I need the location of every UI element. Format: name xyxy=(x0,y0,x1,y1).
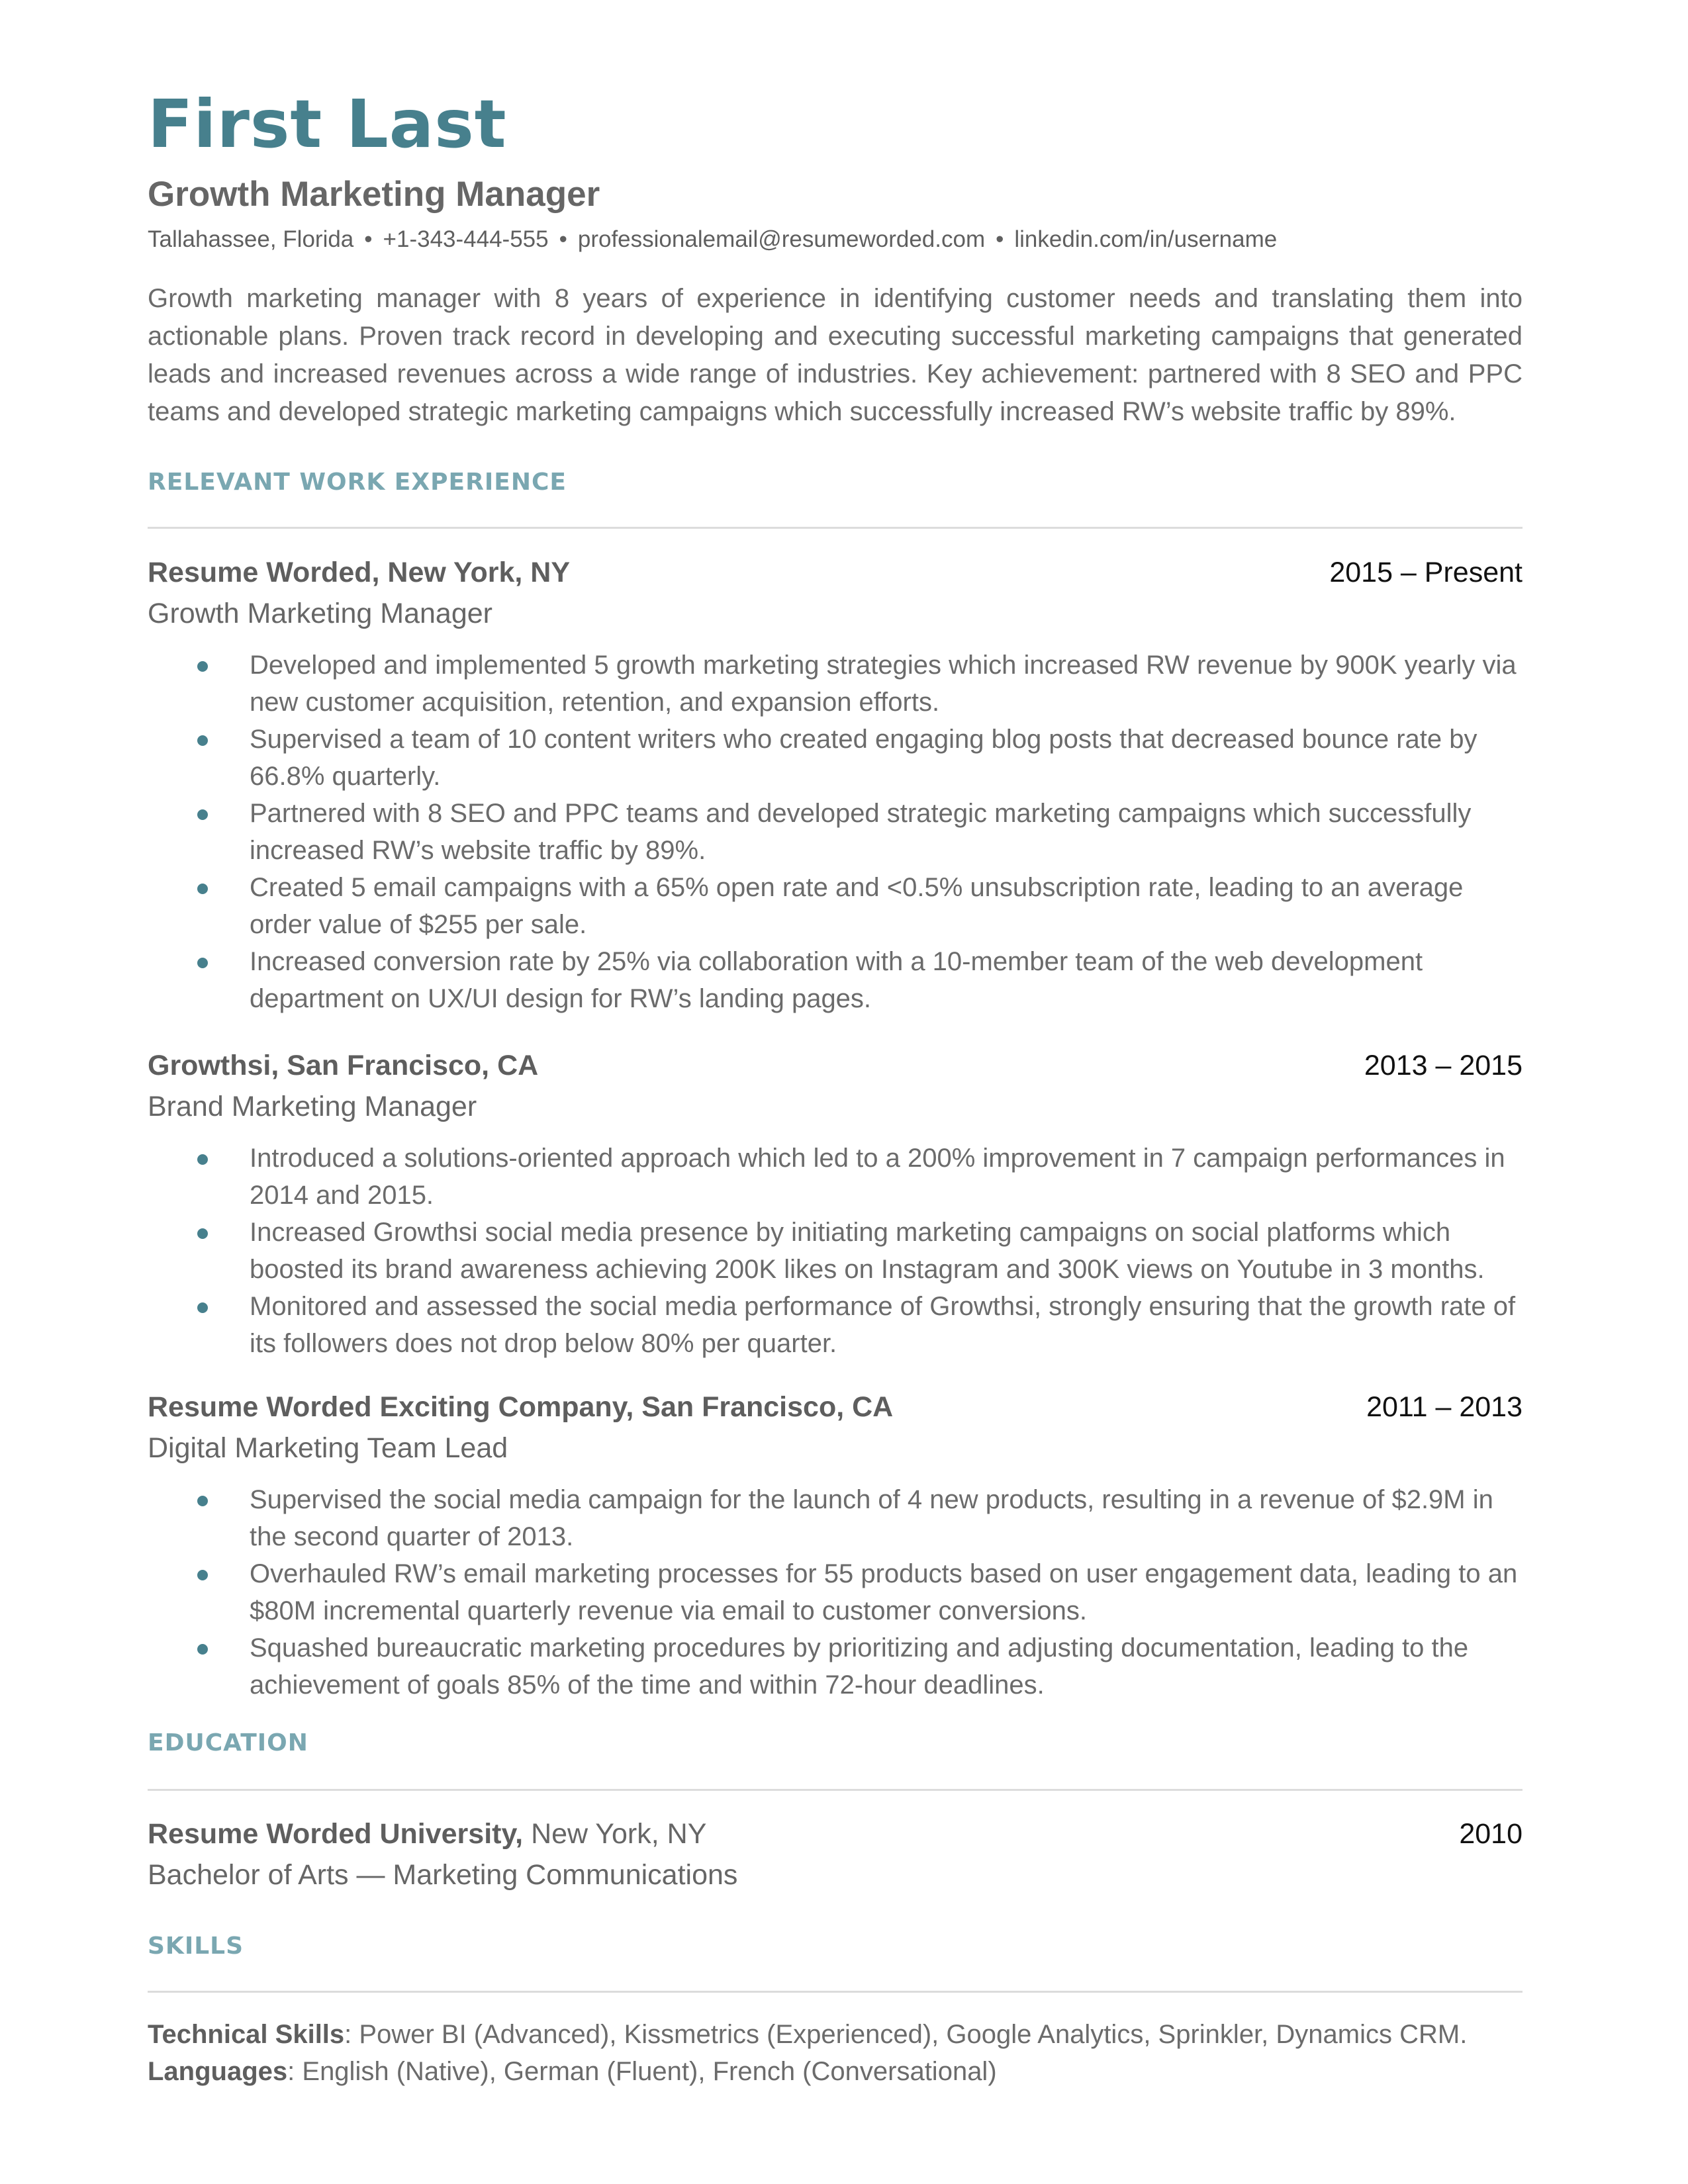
bullet-item xyxy=(148,943,1523,1017)
job-role: Digital Marketing Team Lead xyxy=(148,1432,508,1464)
contact-email[interactable]: professionalemail@resumeworded.com xyxy=(577,226,986,252)
contact-phone[interactable]: +1-343-444-555 xyxy=(383,226,549,252)
job-bullets xyxy=(148,647,1523,1017)
bullet-item xyxy=(148,1214,1523,1288)
bullet-text: Partnered with 8 SEO and PPC teams and developed strategic marketing campaigns which successfully increased RW’s website traffic by 89%. xyxy=(250,799,1472,865)
bullet-text: Increased conversion rate by 25% via collaboration with a 10-member team of the web development department on UX/UI design for RW’s landing pages. xyxy=(250,947,1423,1013)
bullet-item xyxy=(148,795,1523,869)
job-bullets xyxy=(148,1140,1523,1362)
degree: Bachelor of Arts — Marketing Communications xyxy=(148,1859,738,1891)
bullet-item xyxy=(148,1555,1523,1629)
section-heading-experience: RELEVANT WORK EXPERIENCE xyxy=(148,469,567,496)
bullet-icon xyxy=(197,884,208,894)
bullet-item xyxy=(148,1481,1523,1555)
contact-line xyxy=(148,225,1277,254)
bullet-icon xyxy=(197,661,208,672)
school-name: Resume Worded University, xyxy=(148,1818,524,1850)
job-company: Resume Worded, New York, NY xyxy=(148,557,571,588)
job-dates: 2011 – 2013 xyxy=(1366,1391,1523,1423)
job-header xyxy=(148,1048,1523,1083)
bullet-icon xyxy=(197,1570,208,1580)
technical-skills xyxy=(148,2016,1467,2053)
separator-dot: • xyxy=(559,226,567,252)
bullet-item xyxy=(148,1288,1523,1362)
education-header xyxy=(148,1816,1523,1852)
contact-location: Tallahassee, Florida xyxy=(148,226,354,252)
job-dates: 2013 – 2015 xyxy=(1364,1050,1523,1081)
job-header xyxy=(148,1389,1523,1425)
bullet-icon xyxy=(197,1496,208,1506)
bullet-text: Introduced a solutions-oriented approach which led to a 200% improvement in 7 campaign performances in 2014 and 2015. xyxy=(250,1144,1505,1210)
bullet-text: Developed and implemented 5 growth marketing strategies which increased RW revenue by 900K yearly via new customer acquisition, retention, and expansion efforts. xyxy=(250,651,1517,717)
bullet-item xyxy=(148,869,1523,943)
bullet-item xyxy=(148,721,1523,795)
section-divider xyxy=(148,527,1523,529)
job-company: Resume Worded Exciting Company, San Francisco, CA xyxy=(148,1391,894,1423)
job-role: Brand Marketing Manager xyxy=(148,1091,477,1122)
bullet-item xyxy=(148,1140,1523,1214)
bullet-item xyxy=(148,1629,1523,1704)
bullet-text: Created 5 email campaigns with a 65% open rate and <0.5% unsubscription rate, leading to an average order value of $255 per sale. xyxy=(250,873,1464,939)
bullet-text: Supervised a team of 10 content writers who created engaging blog posts that decreased bounce rate by 66.8% quarterly. xyxy=(250,725,1477,791)
section-heading-education: EDUCATION xyxy=(148,1729,308,1756)
bullet-icon xyxy=(197,958,208,968)
summary-paragraph: Growth marketing manager with 8 years of experience in identifying customer needs and translating them into actionable plans. Proven track record in developing and executing successful marketing campaigns that generated leads and increased revenues across a wide range of industries. Key achievement: partnered with 8 SEO and PPC teams and developed strategic marketing campaigns which successfully increased RW’s website traffic by 89%. xyxy=(148,284,1523,426)
bullet-item xyxy=(148,647,1523,721)
candidate-name: First Last xyxy=(148,85,507,163)
bullet-text: Increased Growthsi social media presence by initiating marketing campaigns on social platforms which boosted its brand awareness achieving 200K likes on Instagram and 300K views on Youtube in 3 months. xyxy=(250,1218,1485,1284)
bullet-text: Overhauled RW’s email marketing processes for 55 products based on user engagement data, leading to an $80M incremental quarterly revenue via email to customer conversions. xyxy=(250,1559,1518,1625)
bullet-text: Squashed bureaucratic marketing procedures by prioritizing and adjusting documentation, leading to the achievement of goals 85% of the time and within 72-hour deadlines. xyxy=(250,1633,1469,1700)
technical-skills-value: : Power BI (Advanced), Kissmetrics (Experienced), Google Analytics, Sprinkler, Dynamics CRM. xyxy=(344,2020,1468,2049)
candidate-title: Growth Marketing Manager xyxy=(148,175,600,214)
bullet-text: Monitored and assessed the social media performance of Growthsi, strongly ensuring that the growth rate of its followers does not drop below 80% per quarter. xyxy=(250,1292,1516,1358)
bullet-icon xyxy=(197,1644,208,1655)
section-divider xyxy=(148,1789,1523,1791)
job-dates: 2015 – Present xyxy=(1329,557,1523,588)
bullet-icon xyxy=(197,809,208,820)
languages-value: : English (Native), German (Fluent), French (Conversational) xyxy=(287,2057,997,2086)
contact-linkedin[interactable]: linkedin.com/in/username xyxy=(1014,226,1278,252)
separator-dot: • xyxy=(364,226,373,252)
school-location: New York, NY xyxy=(523,1818,707,1850)
job-bullets xyxy=(148,1481,1523,1704)
job-company: Growthsi, San Francisco, CA xyxy=(148,1050,539,1081)
separator-dot: • xyxy=(996,226,1004,252)
bullet-icon xyxy=(197,1154,208,1165)
section-divider xyxy=(148,1991,1523,1993)
bullet-icon xyxy=(197,1228,208,1239)
bullet-icon xyxy=(197,735,208,746)
section-heading-skills: SKILLS xyxy=(148,1933,244,1960)
languages xyxy=(148,2053,997,2090)
languages-label: Languages xyxy=(148,2057,288,2086)
technical-skills-label: Technical Skills xyxy=(148,2020,345,2049)
bullet-text: Supervised the social media campaign for the launch of 4 new products, resulting in a revenue of $2.9M in the second quarter of 2013. xyxy=(250,1485,1493,1551)
job-header xyxy=(148,555,1523,590)
graduation-year: 2010 xyxy=(1459,1818,1523,1850)
bullet-icon xyxy=(197,1302,208,1313)
job-role: Growth Marketing Manager xyxy=(148,598,492,629)
